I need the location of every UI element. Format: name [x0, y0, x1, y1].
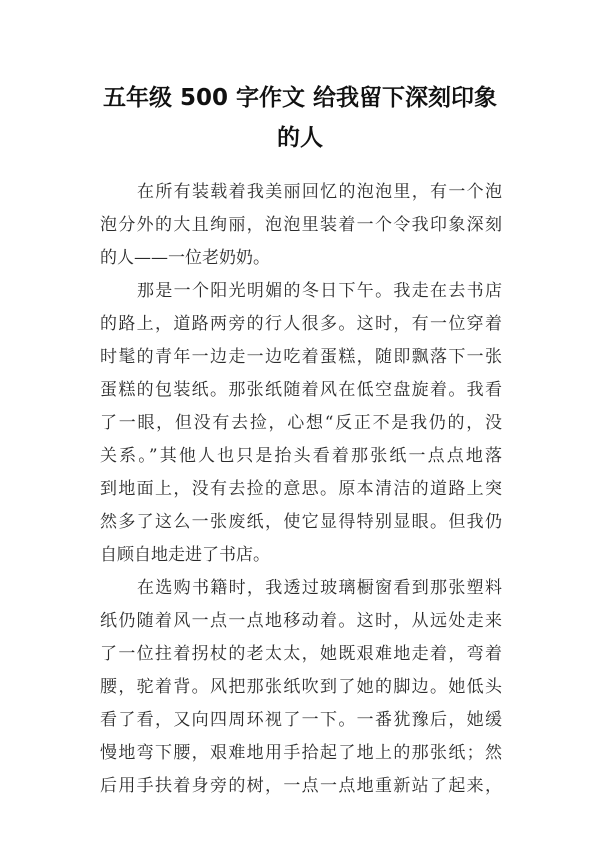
text-line: 的人——一位老奶奶。 [100, 248, 270, 268]
text-line: 纸仍随着风一点一点地移动着。这时，从远处走来 [100, 611, 502, 631]
essay-title [0, 78, 600, 158]
title-line-2: 的人 [277, 125, 323, 151]
text-line: 了一位拄着拐杖的老太太，她既艰难地走着，弯着 [100, 644, 502, 664]
essay-body [100, 176, 502, 803]
text-line: 然多了这么一张废纸，使它显得特别显眼。但我仍 [100, 512, 502, 532]
text-line: 的路上，道路两旁的行人很多。这时，有一位穿着 [100, 314, 502, 334]
text-line: 自顾自地走进了书店。 [100, 545, 270, 565]
text-line: 蛋糕的包装纸。那张纸随着风在低空盘旋着。我看 [100, 380, 502, 400]
text-line: 在所有装载着我美丽回忆的泡泡里，有一个泡 [137, 182, 502, 202]
title-line-1: 五年级 500 字作文 给我留下深刻印象 [102, 85, 498, 111]
text-line: 腰，驼着背。风把那张纸吹到了她的脚边。她低头 [100, 677, 502, 697]
text-line: 看了看，又向四周环视了一下。一番犹豫后，她缓 [100, 710, 502, 730]
text-line: 时髦的青年一边走一边吃着蛋糕，随即飘落下一张 [100, 347, 502, 367]
text-line: 到地面上，没有去捡的意思。原本清洁的道路上突 [100, 479, 502, 499]
text-line: 关系。”其他人也只是抬头看着那张纸一点点地落 [100, 446, 502, 466]
paragraph-2 [100, 275, 502, 572]
text-line: 泡分外的大且绚丽，泡泡里装着一个令我印象深刻 [100, 215, 502, 235]
text-line: 后用手扶着身旁的树，一点一点地重新站了起来， [100, 776, 502, 796]
text-line: 在选购书籍时，我透过玻璃橱窗看到那张塑料 [137, 578, 502, 598]
paragraph-1 [100, 176, 502, 275]
text-line: 了一眼，但没有去捡，心想“反正不是我仍的，没 [100, 413, 502, 433]
text-line: 慢地弯下腰，艰难地用手拾起了地上的那张纸；然 [100, 743, 502, 763]
text-line: 那是一个阳光明媚的冬日下午。我走在去书店 [137, 281, 502, 301]
paragraph-3 [100, 572, 502, 803]
